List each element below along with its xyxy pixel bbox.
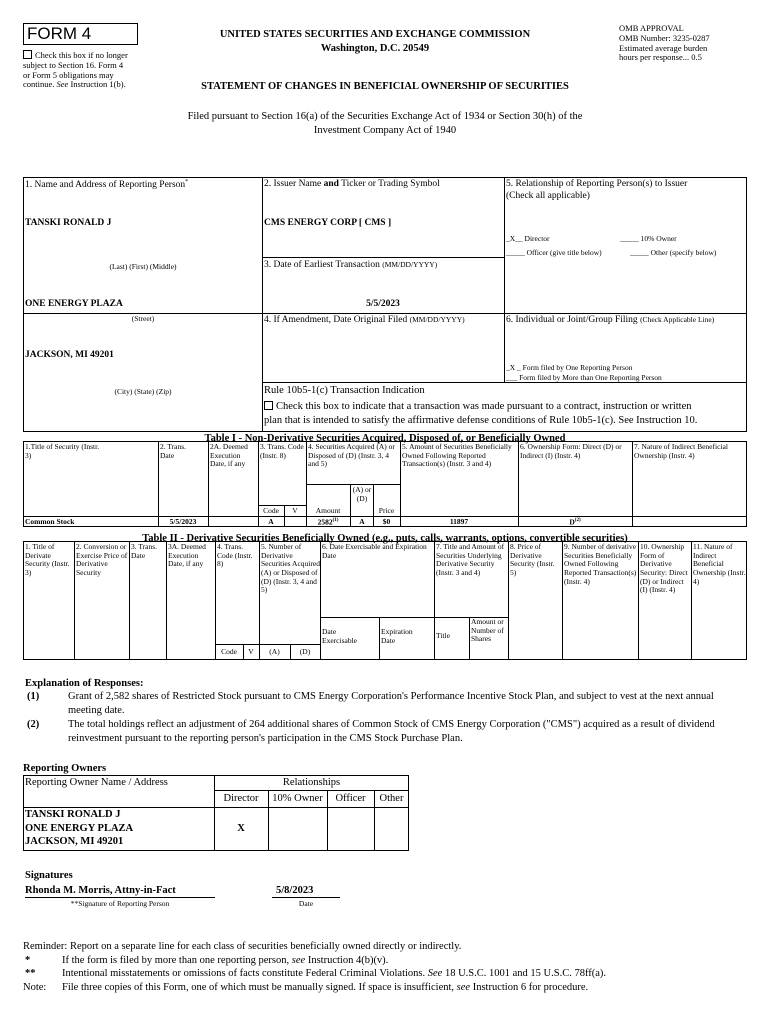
explanation-title: Explanation of Responses: (25, 678, 144, 689)
t1-h4: 4. Securities Acquired (A) or Disposed of (D) (Instr. 3, 4 and 5) (308, 442, 395, 469)
t2-sub-code: Code (221, 647, 237, 656)
t2-h5: 5. Number of Derivative Securities Acquired (A) or Disposed of (D) (Instr. 3, 4 and 5) (261, 542, 320, 595)
t1-sub-price: Price (378, 506, 395, 515)
t2-sub-title: Title (436, 631, 450, 640)
t1-aord: A (359, 517, 365, 526)
t1-form: $D^{(2)}$ (569, 517, 581, 527)
t2-h3: 3. Trans. Date (131, 542, 158, 560)
t1-h5: 5. Amount of Securities Beneficially Owned Following Reported Transaction(s) (Instr. 3 and 4) (402, 442, 512, 469)
t2-h1: 1. Title of Derivate Security (Instr. 3) (25, 542, 70, 577)
section16-checkbox-text: Check this box if no longer subject to Section 16. Form 4 or Form 5 obligations may continue. See Instruction 1(b). (23, 50, 128, 90)
form-title-box (23, 23, 138, 45)
filed-pursuant: Filed pursuant to Section 16(a) of the Securities Exchange Act of 1934 or Section 30(h) of the Investment Company Act of 1940 (187, 111, 583, 136)
director-option[interactable]: _X__ Director (506, 234, 550, 243)
signature-date: 5/8/2023 (276, 885, 314, 896)
rule-10b5-text: Check this box to indicate that a transaction was made pursuant to a contract, instruction or written plan that is intended to satisfy the affirmative defense conditions of Rule 10b5-1(c). See Instruction 10. (264, 401, 698, 426)
t1-sub-aord: (A) or (D) (352, 485, 372, 503)
t1-h3: 3. Trans. Code (Instr. 8) (260, 442, 304, 460)
name-sublabel: (Last) (First) (Middle) (109, 262, 177, 271)
t2-sub-amount: Amount or Number of Shares (471, 617, 504, 644)
t2-sub-exp: Expiration Date (381, 627, 413, 645)
omb-approval: OMB APPROVAL OMB Number: 3235-0287 Estimated average burden hours per response... 0.5 (619, 23, 710, 63)
owners-h-director: Director (223, 793, 259, 804)
t1-sub-v: V (292, 506, 298, 515)
issuer-name: CMS ENERGY CORP [ CMS ] (264, 218, 392, 228)
owners-h-officer: Officer (335, 793, 366, 804)
signatures-title: Signatures (25, 870, 73, 881)
t1-security-title: Common Stock (25, 517, 75, 526)
t1-h1: 1.Title of Security (Instr. 3) (25, 442, 100, 460)
t2-sub-d: (D) (299, 647, 311, 656)
street-sublabel: (Street) (131, 314, 155, 323)
owners-h-other: Other (379, 793, 404, 804)
reminder-mark-2: * (25, 955, 31, 966)
t1-owned: 11897 (449, 517, 469, 526)
ten-pct-owner-option[interactable]: _____ 10% Owner (620, 234, 677, 243)
t1-sub-code: Code (263, 506, 279, 515)
other-option[interactable]: _____ Other (specify below) (630, 248, 717, 257)
agency-title: UNITED STATES SECURITIES AND EXCHANGE COMMISSION Washington, D.C. 20549 (219, 29, 531, 54)
owner-director-mark: X (237, 823, 245, 834)
t1-amount: 2582$^{(1)}$ (317, 517, 339, 527)
multi-person-option[interactable]: ___ Form filed by More than One Reporting Person (506, 373, 662, 382)
form-title: FORM 4 (27, 24, 92, 43)
t1-price: $0 (382, 517, 391, 526)
officer-option[interactable]: _____ Officer (give title below) (506, 248, 602, 257)
t1-h7: 7. Nature of Indirect Beneficial Ownership (Instr. 4) (634, 442, 728, 460)
box4-label: 4. If Amendment, Date Original Filed (MM/DD/YYYY) (264, 315, 465, 325)
box2-label: 2. Issuer Name and Ticker or Trading Symbol (264, 179, 440, 189)
reporting-person-name: TANSKI RONALD J (25, 218, 112, 228)
owners-title: Reporting Owners (23, 763, 107, 774)
box3-label: 3. Date of Earliest Transaction (MM/DD/YYYY) (264, 260, 438, 270)
t2-h8: 8. Price of Derivative Security (Instr. 5) (510, 542, 555, 577)
box6-label: 6. Individual or Joint/Group Filing (Check Applicable Line) (506, 315, 715, 325)
t2-sub-a: (A) (269, 647, 280, 656)
city-sublabel: (City) (State) (Zip) (114, 387, 172, 396)
rule-10b5-title: Rule 10b5-1(c) Transaction Indication (264, 385, 425, 396)
footnote-1-text: Grant of 2,582 shares of Restricted Stock pursuant to CMS Energy Corporation's Performance Incentive Stock Plan, and subject to vest at the next annual meeting date. (68, 691, 714, 716)
date-label: Date (298, 899, 314, 908)
t2-sub-v: V (248, 647, 254, 656)
owner-name-address: TANSKI RONALD J ONE ENERGY PLAZA JACKSON, MI 49201 (25, 809, 134, 848)
t1-trans-date: 5/5/2023 (169, 517, 197, 526)
earliest-transaction-date: 5/5/2023 (366, 299, 400, 309)
t1-h2a: 2A. Deemed Execution Date, if any (210, 442, 248, 469)
t2-sub-date-ex: Date Exercisable (322, 627, 357, 645)
reporting-person-city: JACKSON, MI 49201 (25, 350, 114, 360)
footnote-2-mark: (2) (27, 719, 40, 730)
t1-sub-amount: Amount (315, 506, 341, 515)
table2-title: Table II - Derivative Securities Beneficially Owned (e.g., puts, calls, warrants, options, convertible securities) (142, 533, 628, 544)
reminder-line-3: Intentional misstatements or omissions of facts constitute Federal Criminal Violations. See 18 U.S.C. 1001 and 15 U.S.C. 78ff(a). (62, 968, 607, 979)
signer-name: Rhonda M. Morris, Attny-in-Fact (25, 885, 176, 896)
owners-h-rel: Relationships (282, 777, 341, 788)
signature-label: **Signature of Reporting Person (70, 899, 170, 908)
t2-h9: 9. Number of derivative Securities Beneficially Owned Following Reported Transaction(s) (Instr. 4) (564, 542, 637, 586)
footnote-2-text: The total holdings reflect an adjustment of 264 additional shares of Common Stock of CMS Energy Corporation ("CMS") acquired as a result of dividend reinvestment pursuant to the reporting person's participation in the CMS Stock Purchase Plan. (68, 719, 715, 744)
section16-checkbox[interactable] (23, 50, 32, 59)
statement-title: STATEMENT OF CHANGES IN BENEFICIAL OWNERSHIP OF SECURITIES (201, 81, 569, 92)
owners-h-name: Reporting Owner Name / Address (25, 777, 168, 788)
t1-h6: 6. Ownership Form: Direct (D) or Indirect (I) (Instr. 4) (520, 442, 622, 460)
reminder-mark-3: ** (25, 968, 36, 979)
t2-h3a: 3A. Deemed Execution Date, if any (168, 542, 206, 569)
reminder-line-2: If the form is filed by more than one reporting person, see Instruction 4(b)(v). (62, 955, 389, 966)
reporting-person-street: ONE ENERGY PLAZA (25, 299, 123, 309)
t2-h11: 11. Nature of Indirect Beneficial Ownership (Instr. 4) (693, 542, 746, 586)
box1-label: 1. Name and Address of Reporting Person* (25, 179, 189, 191)
reminder-line-4: File three copies of this Form, one of which must be manually signed. If space is insufficient, see Instruction 6 for procedure. (62, 982, 589, 993)
t2-h4: 4. Trans. Code (Instr. 8) (217, 542, 253, 569)
t1-h2: 2. Trans. Date (160, 442, 187, 460)
t1-trans-code: A (268, 517, 274, 526)
table1-title: Table I - Non-Derivative Securities Acquired, Disposed of, or Beneficially Owned (204, 433, 566, 444)
t2-h10: 10. Ownership Form of Derivative Security: Direct (D) or Indirect (I) (Instr. 4) (640, 542, 688, 595)
reminder-line: Reminder: Report on a separate line for each class of securities beneficially owned directly or indirectly. (23, 941, 462, 952)
t2-h2: 2. Conversion or Exercise Price of Derivative Security (76, 542, 128, 577)
t2-h7: 7. Title and Amount of Securities Underlying Derivative Security (Instr. 3 and 4) (436, 542, 505, 577)
owners-h-10pct: 10% Owner (272, 793, 323, 804)
one-person-option[interactable]: _X _ Form filed by One Reporting Person (506, 363, 633, 372)
t2-h6: 6. Date Exercisable and Expiration Date (322, 542, 427, 560)
footnote-1-mark: (1) (27, 691, 40, 702)
rule-10b5-checkbox[interactable] (264, 401, 273, 410)
reminder-mark-4: Note: (23, 982, 47, 993)
box5-label: 5. Relationship of Reporting Person(s) to Issuer (Check all applicable) (506, 179, 688, 201)
